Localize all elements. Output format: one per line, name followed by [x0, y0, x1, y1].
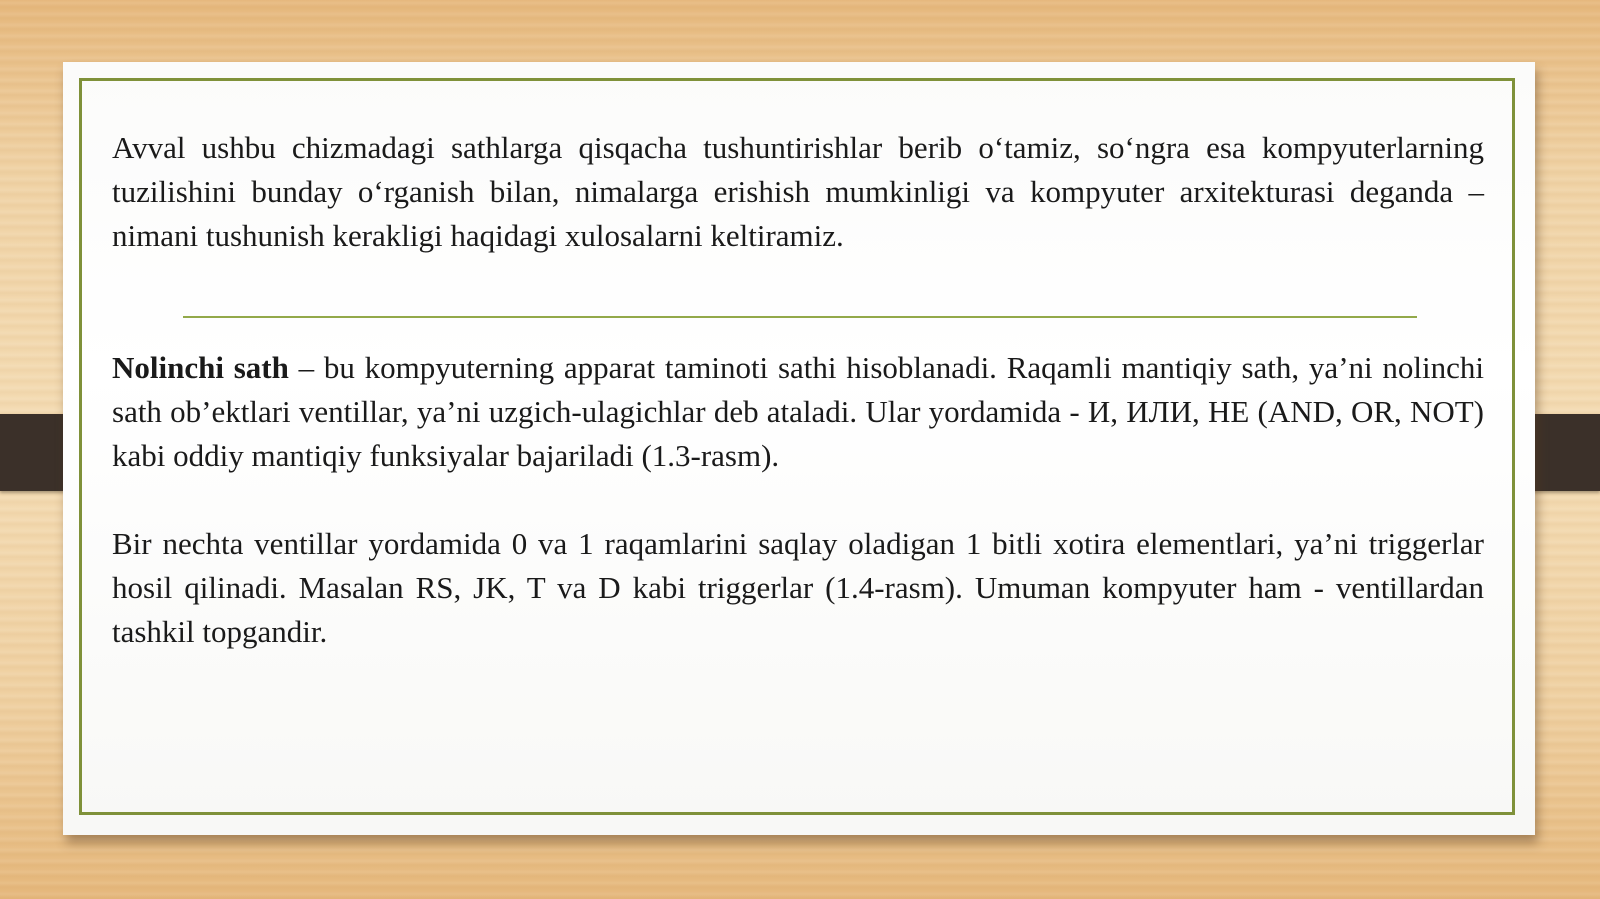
section-divider [183, 316, 1417, 318]
level-zero-definition: – bu kompyuterning apparat taminoti sathi hisoblanadi. Raqamli mantiqiy sath, ya’ni nolinchi sath ob’ektlari ventillar, ya’ni uzgich-ulagichlar deb ataladi. Ular yordamida - И, ИЛИ, НЕ (AND, OR, NOT) kabi oddiy mantiqiy funksiyalar bajariladi (1.3-rasm). [112, 350, 1484, 473]
level-zero-term: Nolinchi sath [112, 350, 289, 385]
triggers-paragraph: Bir nechta ventillar yordamida 0 va 1 raqamlarini saqlay oladigan 1 bitli xotira elementlari, ya’ni triggerlar hosil qilinadi. Masalan RS, JK, T va D kabi triggerlar (1.4-rasm). Umuman kompyuter ham - ventillardan tashkil topgandir. [112, 526, 1484, 649]
intro-paragraph: Avval ushbu chizmadagi sathlarga qisqacha tushuntirishlar berib o‘tamiz, so‘ngra esa kompyuterlarning tuzilishini bunday o‘rganish bilan, nimalarga erishish mumkinligi va kompyuter arxitekturasi deganda – nimani tushunish kerakligi haqidagi xulosalarni keltiramiz. [112, 130, 1484, 253]
level-zero-paragraph [112, 346, 1484, 478]
